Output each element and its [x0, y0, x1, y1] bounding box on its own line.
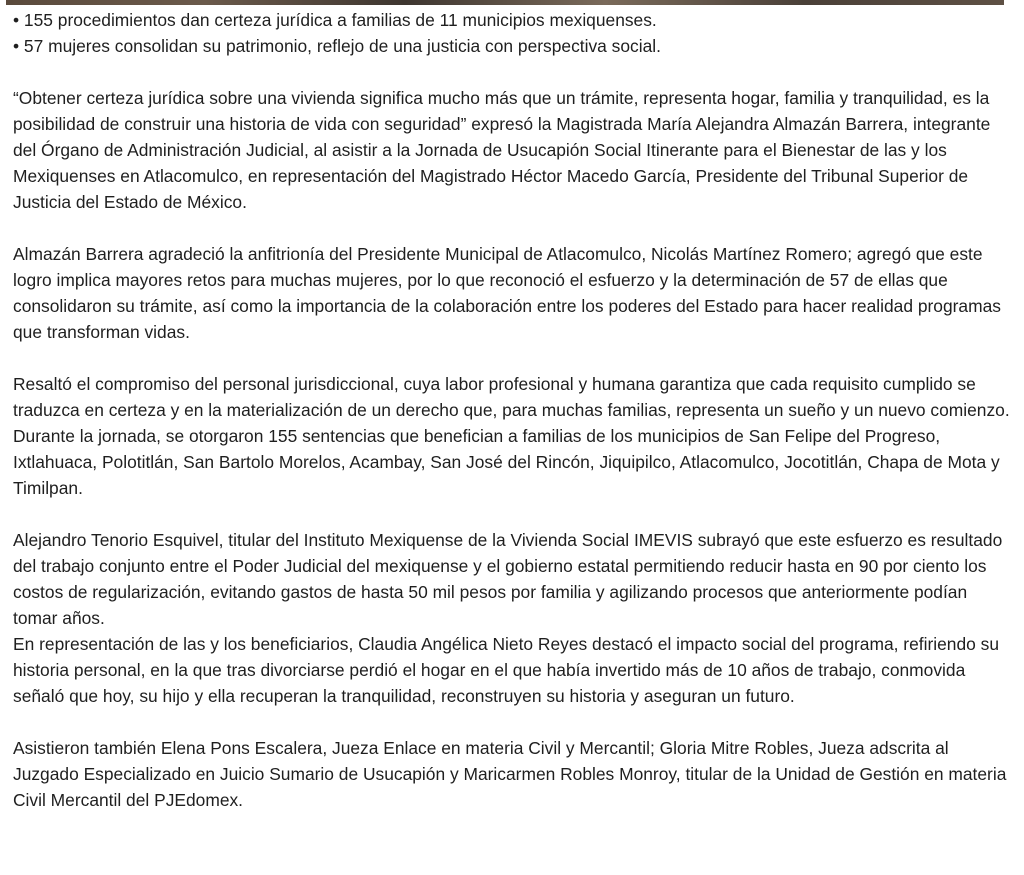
article-paragraph: Durante la jornada, se otorgaron 155 sentencias que benefician a familias de los municipios de San Felipe del Progreso, Ixtlahuaca, Polotitlán, San Bartolo Morelos, Acambay, San José del Rincón, Jiquipilco, Atlacomulco, Jocotitlán, Chapa de Mota y Timilpan.	[13, 426, 1000, 498]
article-paragraph: En representación de las y los beneficiarios, Claudia Angélica Nieto Reyes destacó el impacto social del programa, refiriendo su historia personal, en la que tras divorciarse perdió el hogar en el que había invertido más de 10 años de trabajo, conmovida señaló que hoy, su hijo y ella recuperan la tranquilidad, reconstruyen su historia y aseguran un futuro.	[13, 634, 1000, 706]
article-paragraph: Alejandro Tenorio Esquivel, titular del Instituto Mexiquense de la Vivienda Social IMEVIS subrayó que este esfuerzo es resultado del trabajo conjunto entre el Poder Judicial del mexiquense y el gobierno estatal permitiendo reducir hasta en 90 por ciento los costos de regularización, evitando gastos de hasta 50 mil pesos por familia y agilizando procesos que anteriormente podían tomar años.	[13, 530, 1003, 628]
summary-bullet: • 57 mujeres consolidan su patrimonio, reflejo de una justicia con perspectiva social.	[13, 36, 661, 56]
article-photo-bottom-edge	[6, 0, 1004, 5]
article-body	[13, 7, 1013, 813]
article-paragraph: Asistieron también Elena Pons Escalera, Jueza Enlace en materia Civil y Mercantil; Gloria Mitre Robles, Jueza adscrita al Juzgado Especializado en Juicio Sumario de Usucapión y Maricarmen Robles Monroy, titular de la Unidad de Gestión en materia Civil Mercantil del PJEdomex.	[13, 738, 1007, 810]
article-paragraph: Resaltó el compromiso del personal jurisdiccional, cuya labor profesional y humana garantiza que cada requisito cumplido se traduzca en certeza y en la materialización de un derecho que, para muchas familias, representa un sueño y un nuevo comienzo.	[13, 374, 1010, 420]
paragraph-gap	[13, 709, 1013, 735]
article-paragraph: “Obtener certeza jurídica sobre una vivienda significa mucho más que un trámite, representa hogar, familia y tranquilidad, es la posibilidad de construir una historia de vida con seguridad” expresó la Magistrada María Alejandra Almazán Barrera, integrante del Órgano de Administración Judicial, al asistir a la Jornada de Usucapión Social Itinerante para el Bienestar de las y los Mexiquenses en Atlacomulco, en representación del Magistrado Héctor Macedo García, Presidente del Tribunal Superior de Justicia del Estado de México.	[13, 88, 991, 212]
paragraph-gap	[13, 501, 1013, 527]
paragraph-gap	[13, 345, 1013, 371]
summary-bullet: • 155 procedimientos dan certeza jurídica a familias de 11 municipios mexiquenses.	[13, 10, 657, 30]
paragraph-gap	[13, 59, 1013, 85]
article-paragraph: Almazán Barrera agradeció la anfitrionía del Presidente Municipal de Atlacomulco, Nicolás Martínez Romero; agregó que este logro implica mayores retos para muchas mujeres, por lo que reconoció el esfuerzo y la determinación de 57 de ellas que consolidaron su trámite, así como la importancia de la colaboración entre los poderes del Estado para hacer realidad programas que transforman vidas.	[13, 244, 1001, 342]
paragraph-gap	[13, 215, 1013, 241]
